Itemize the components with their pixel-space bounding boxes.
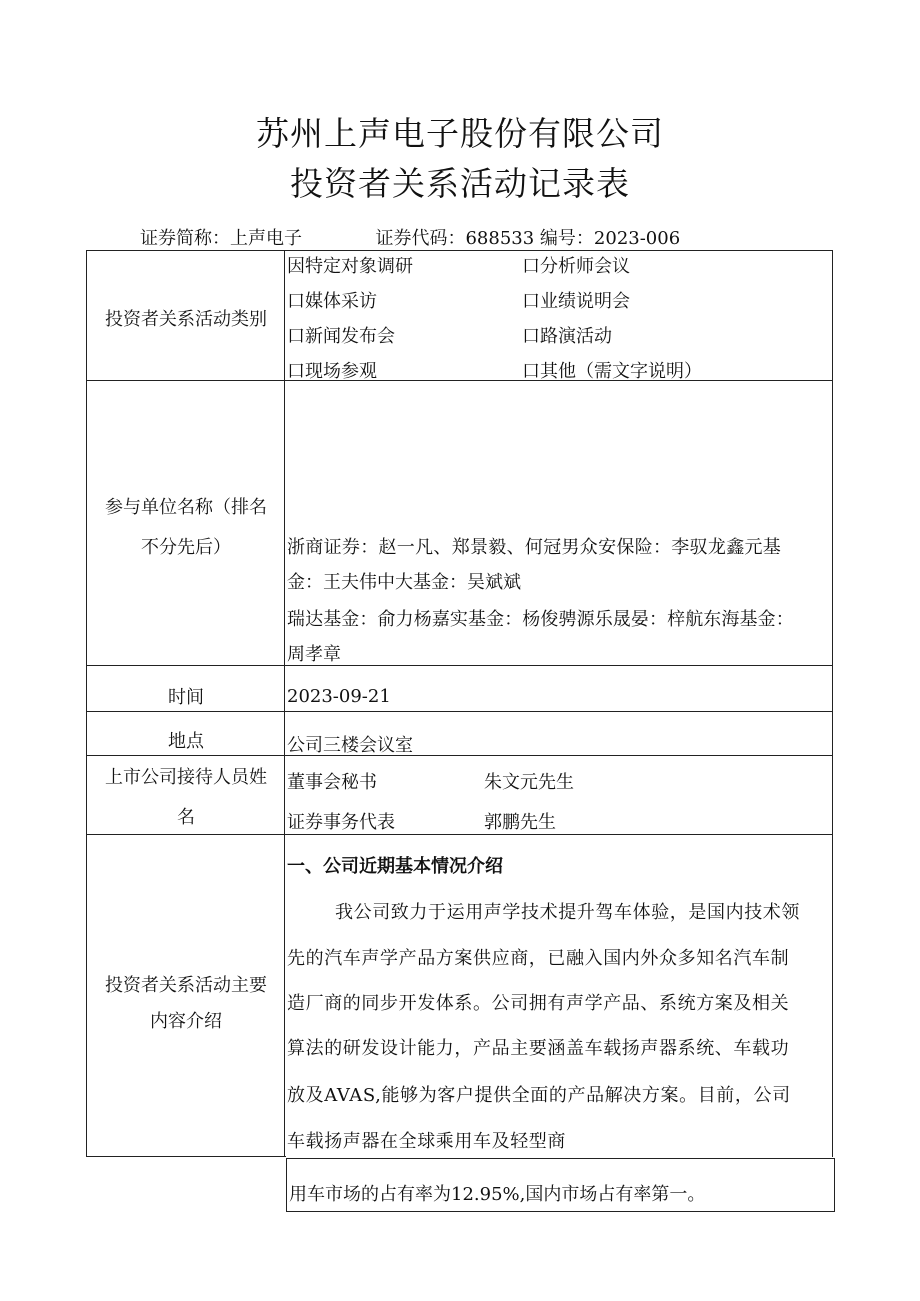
serial-number: 编号：2023-006 bbox=[539, 228, 681, 249]
table-border-bottom bbox=[86, 1156, 286, 1157]
content-line: 我公司致力于运用声学技术提升驾车体验，是国内技术领 bbox=[335, 902, 800, 923]
table-border-left bbox=[86, 250, 87, 1157]
time-label: 时间 bbox=[168, 687, 204, 708]
row-divider bbox=[86, 665, 833, 666]
reception-name: 郭鹏先生 bbox=[484, 812, 556, 833]
reception-role: 董事会秘书 bbox=[287, 772, 377, 793]
option-earnings-briefing: 口业绩说明会 bbox=[522, 291, 630, 312]
stock-abbr: 证券简称：上声电子 bbox=[140, 228, 302, 249]
option-site-visit: 口现场参观 bbox=[287, 361, 377, 382]
table-border-right bbox=[832, 250, 833, 1157]
option-roadshow: 口路演活动 bbox=[522, 326, 612, 347]
reception-role: 证券事务代表 bbox=[287, 812, 395, 833]
time-value: 2023-09-21 bbox=[287, 686, 391, 707]
content-label-line2: 内容介绍 bbox=[150, 1011, 222, 1032]
continuation-box-right bbox=[834, 1158, 835, 1212]
content-line: 造厂商的同步开发体系。公司拥有声学产品、系统方案及相关 bbox=[287, 993, 790, 1014]
continuation-box-top bbox=[286, 1158, 835, 1159]
category-label: 投资者关系活动类别 bbox=[105, 309, 267, 330]
form-title: 投资者关系活动记录表 bbox=[290, 164, 630, 203]
option-media-interview: 口媒体采访 bbox=[287, 291, 377, 312]
content-line: 算法的研发设计能力，产品主要涵盖车载扬声器系统、车载功 bbox=[287, 1038, 790, 1059]
participants-line: 金：王夫伟中大基金：吴斌斌 bbox=[287, 572, 521, 593]
content-line: 放及AVAS,能够为客户提供全面的产品解决方案。目前，公司 bbox=[287, 1085, 791, 1106]
option-press-conference: 口新闻发布会 bbox=[287, 326, 395, 347]
row-divider bbox=[86, 380, 833, 381]
place-label: 地点 bbox=[168, 731, 204, 752]
content-line: 车载扬声器在全球乘用车及轻型商 bbox=[287, 1131, 566, 1152]
place-value: 公司三楼会议室 bbox=[287, 735, 413, 756]
stock-meta-line bbox=[140, 224, 680, 250]
content-line: 先的汽车声学产品方案供应商，已融入国内外众多知名汽车制 bbox=[287, 948, 790, 969]
option-specific-research: 因特定对象调研 bbox=[287, 256, 413, 277]
option-analyst-meeting: 口分析师会议 bbox=[522, 256, 630, 277]
table-border-top bbox=[86, 250, 833, 251]
participants-line: 浙商证券：赵一凡、郑景毅、何冠男众安保险：李驭龙鑫元基 bbox=[287, 537, 782, 558]
continuation-box-bottom bbox=[286, 1211, 835, 1212]
continuation-text: 用车市场的占有率为12.95%,国内市场占有率第一。 bbox=[289, 1184, 706, 1205]
option-other: 口其他（需文字说明） bbox=[522, 361, 702, 382]
continuation-box-left bbox=[286, 1158, 287, 1212]
participants-label-line2: 不分先后） bbox=[141, 537, 231, 558]
participants-line: 周孝章 bbox=[287, 644, 341, 665]
company-title: 苏州上声电子股份有限公司 bbox=[256, 114, 664, 153]
stock-code: 证券代码：688533 bbox=[375, 228, 535, 249]
reception-name: 朱文元先生 bbox=[484, 772, 574, 793]
reception-label-line1: 上市公司接待人员姓 bbox=[105, 767, 267, 788]
participants-line: 瑞达基金：俞力杨嘉实基金：杨俊骋源乐晟晏：梓航东海基金： bbox=[287, 609, 794, 630]
column-divider bbox=[284, 250, 285, 1157]
content-label-line1: 投资者关系活动主要 bbox=[105, 975, 267, 996]
participants-label-line1: 参与单位名称（排名 bbox=[105, 497, 267, 518]
reception-label-line2: 名 bbox=[177, 807, 195, 828]
content-heading: 一、公司近期基本情况介绍 bbox=[287, 856, 503, 877]
